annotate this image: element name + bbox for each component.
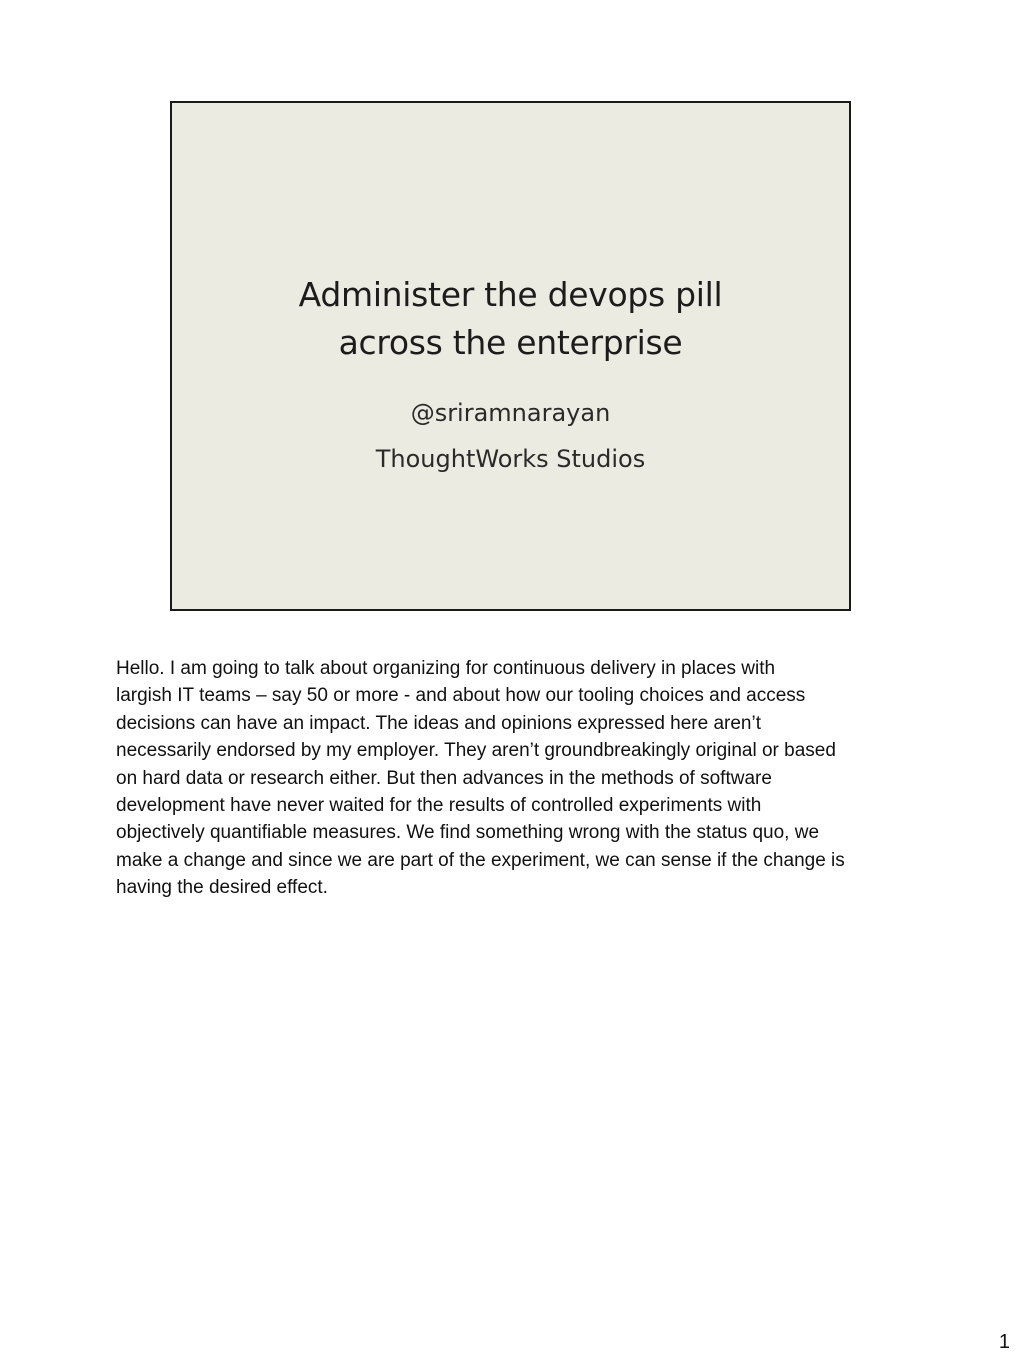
author-handle: @sriramnarayan — [410, 399, 611, 427]
slide-title — [172, 271, 849, 367]
slide-title-line-2: across the enterprise — [338, 323, 683, 362]
company-name: ThoughtWorks Studios — [375, 445, 646, 473]
slide-title-line-1: Administer the devops pill — [298, 275, 723, 314]
slide-thumbnail — [170, 101, 851, 611]
speaker-notes: Hello. I am going to talk about organizing for continuous delivery in places with largish IT teams – say 50 or more - and about how our tooling choices and access decisions can have an impact. The ideas and opinions expressed here aren’t necessarily endorsed by my employer. They aren’t groundbreakingly original or based on hard data or research either. But then advances in the methods of software development have never waited for the results of controlled experiments with objectively quantifiable measures. We find something wrong with the status quo, we make a change and since we are part of the experiment, we can sense if the change is having the desired effect. — [116, 658, 845, 899]
page-number: 1 — [998, 1331, 1010, 1353]
